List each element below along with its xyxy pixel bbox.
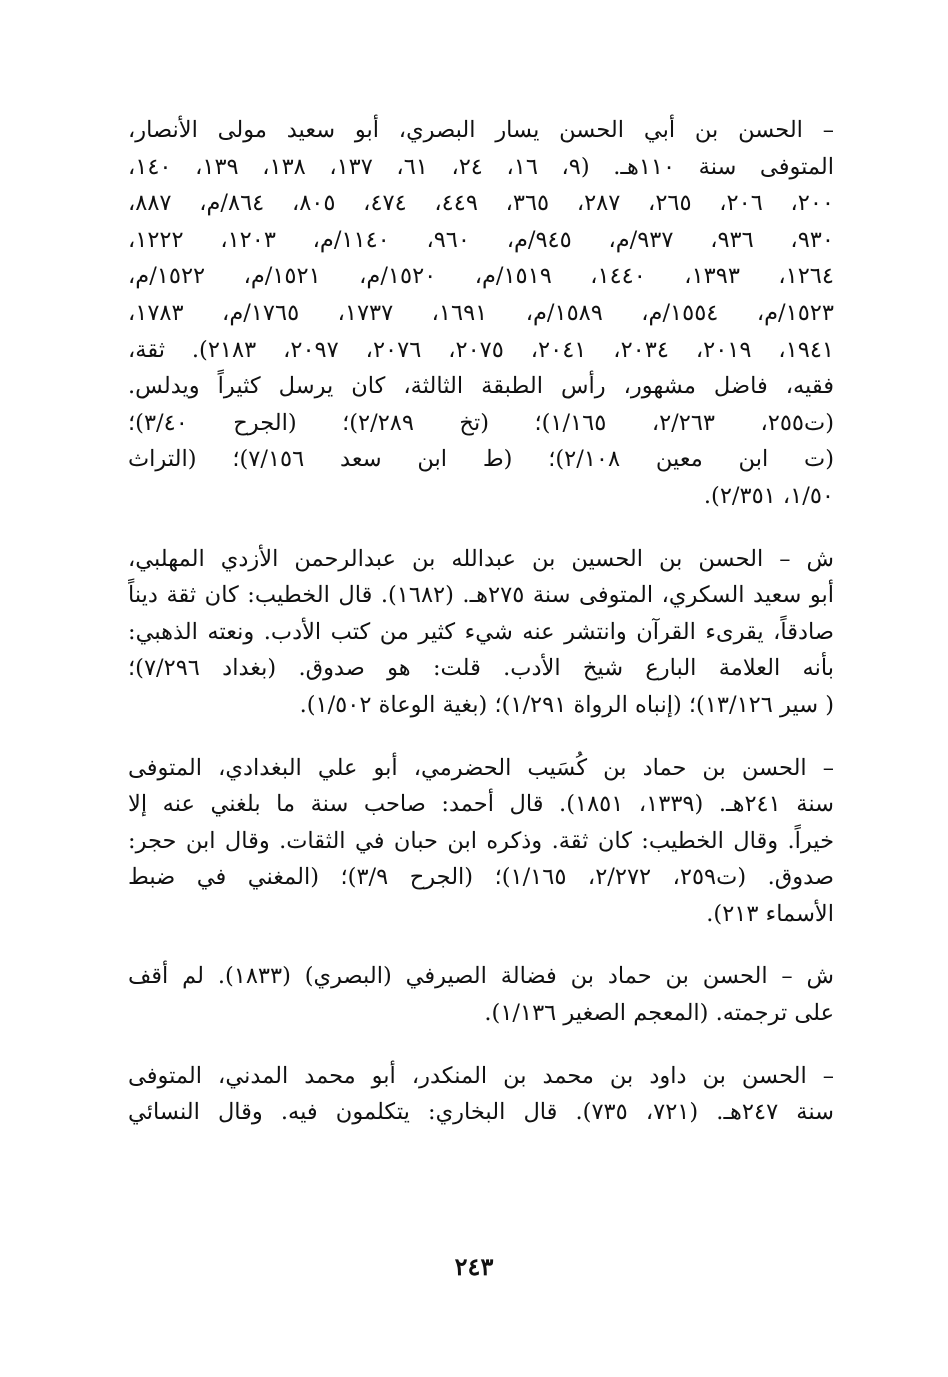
text-line: ١٩٤١، ٢٠١٩، ٢٠٣٤، ٢٠٤١، ٢٠٧٥، ٢٠٧٦، ٢٠٩٧، ٢١٨٣). ثقة،	[128, 336, 834, 363]
text-line: خيراً. وقال الخطيب: كان ثقة. وذكره ابن حبان في الثقات. وقال ابن حجر:	[128, 827, 834, 854]
entry-hasan-ibn-abi-al-hasan	[128, 112, 834, 515]
text-line: ١٥٢٣/م، ١٥٥٤/م، ١٥٨٩/م، ١٦٩١، ١٧٣٧، ١٧٦٥/م، ١٧٨٣،	[128, 299, 834, 326]
text-line: – الحسن بن حماد بن كُسَيب الحضرمي، أبو علي البغدادي، المتوفى	[128, 754, 834, 781]
text-line: سنة ٢٤٧هـ. (٧٢١، ٧٣٥). قال البخاري: يتكلمون فيه. وقال النسائي	[128, 1099, 834, 1126]
text-line: – الحسن بن أبي الحسن يسار البصري، أبو سعيد مولى الأنصار،	[128, 117, 834, 143]
text-line: ٩٣٠، ٩٣٦، ٩٣٧/م، ٩٤٥/م، ٩٦٠، ١١٤٠/م، ١٢٠٣، ١٢٢٢،	[128, 226, 834, 253]
text-line: أبو سعيد السكري، المتوفى سنة ٢٧٥هـ. (١٦٨٢). قال الخطيب: كان ثقة ديناً	[128, 582, 834, 609]
text-line: سنة ٢٤١هـ. (١٣٣٩، ١٨٥١). قال أحمد: صاحب سنة ما بلغني عنه إلا	[128, 791, 834, 818]
text-line: على ترجمته. (المعجم الصغير ١/١٣٦).	[484, 1000, 834, 1027]
text-line: الأسماء ٢١٣).	[706, 900, 834, 927]
entry-hasan-ibn-dawud	[128, 1058, 834, 1131]
text-line: بأنه العلامة البارع شيخ الأدب. قلت: هو صدوق. (بغداد ٧/٢٩٦)؛	[128, 655, 834, 682]
entry-hasan-ibn-hammad-ibn-kusayb	[128, 750, 834, 933]
text-line: ( سير ١٣/١٢٦)؛ (إنباه الرواة ١/٢٩١)؛ (بغية الوعاة ١/٥٠٢).	[299, 691, 834, 718]
text-line: – الحسن بن داود بن محمد بن المنكدر، أبو محمد المدني، المتوفى	[128, 1062, 834, 1089]
text-line: ١٢٦٤، ١٣٩٣، ١٤٤٠، ١٥١٩/م، ١٥٢٠/م، ١٥٢١/م، ١٥٢٢/م،	[128, 263, 834, 290]
text-line: (ت ابن معين ٢/١٠٨)؛ (ط ابن سعد ٧/١٥٦)؛ (التراث	[128, 446, 834, 473]
text-line: صادقاً، يقرىء القرآن وانتشر عنه شيء كثير من كتب الأدب. ونعته الذهبي:	[128, 618, 834, 645]
text-line: المتوفى سنة ١١٠هـ. (٩، ١٦، ٢٤، ٦١، ١٣٧، ١٣٨، ١٣٩، ١٤٠،	[128, 153, 834, 180]
entry-hasan-ibn-al-husayn	[128, 541, 834, 724]
text-line: ش – الحسن بن حماد بن فضالة الصيرفي (البصري) (١٨٣٣). لم أقف	[128, 963, 834, 990]
text-line: ش – الحسن بن الحسين بن عبدالله بن عبدالرحمن الأزدي المهلبي،	[128, 545, 834, 572]
entry-hasan-ibn-hammad-ibn-fadala	[128, 958, 834, 1031]
page-body	[128, 112, 834, 1157]
text-line: فقيه، فاضل مشهور، رأس الطبقة الثالثة، كان يرسل كثيراً ويدلس.	[128, 373, 834, 400]
page-number: ٢٤٣	[454, 1252, 494, 1281]
text-line: صدوق. (ت٢٥٩، ٢/٢٧٢، ١/١٦٥)؛ (الجرح ٣/٩)؛ (المغني في ضبط	[128, 864, 834, 891]
text-line: ١/٥٠، ٢/٣٥١).	[703, 482, 834, 509]
text-line: ٢٠٠، ٢٠٦، ٢٦٥، ٢٨٧، ٣٦٥، ٤٤٩، ٤٧٤، ٨٠٥، ٨٦٤/م، ٨٨٧،	[128, 190, 834, 217]
text-line: (ت٢٥٥، ٢/٢٦٣، ١/١٦٥)؛ (تخ ٢/٢٨٩)؛ (الجرح ٣/٤٠)؛	[128, 409, 834, 436]
